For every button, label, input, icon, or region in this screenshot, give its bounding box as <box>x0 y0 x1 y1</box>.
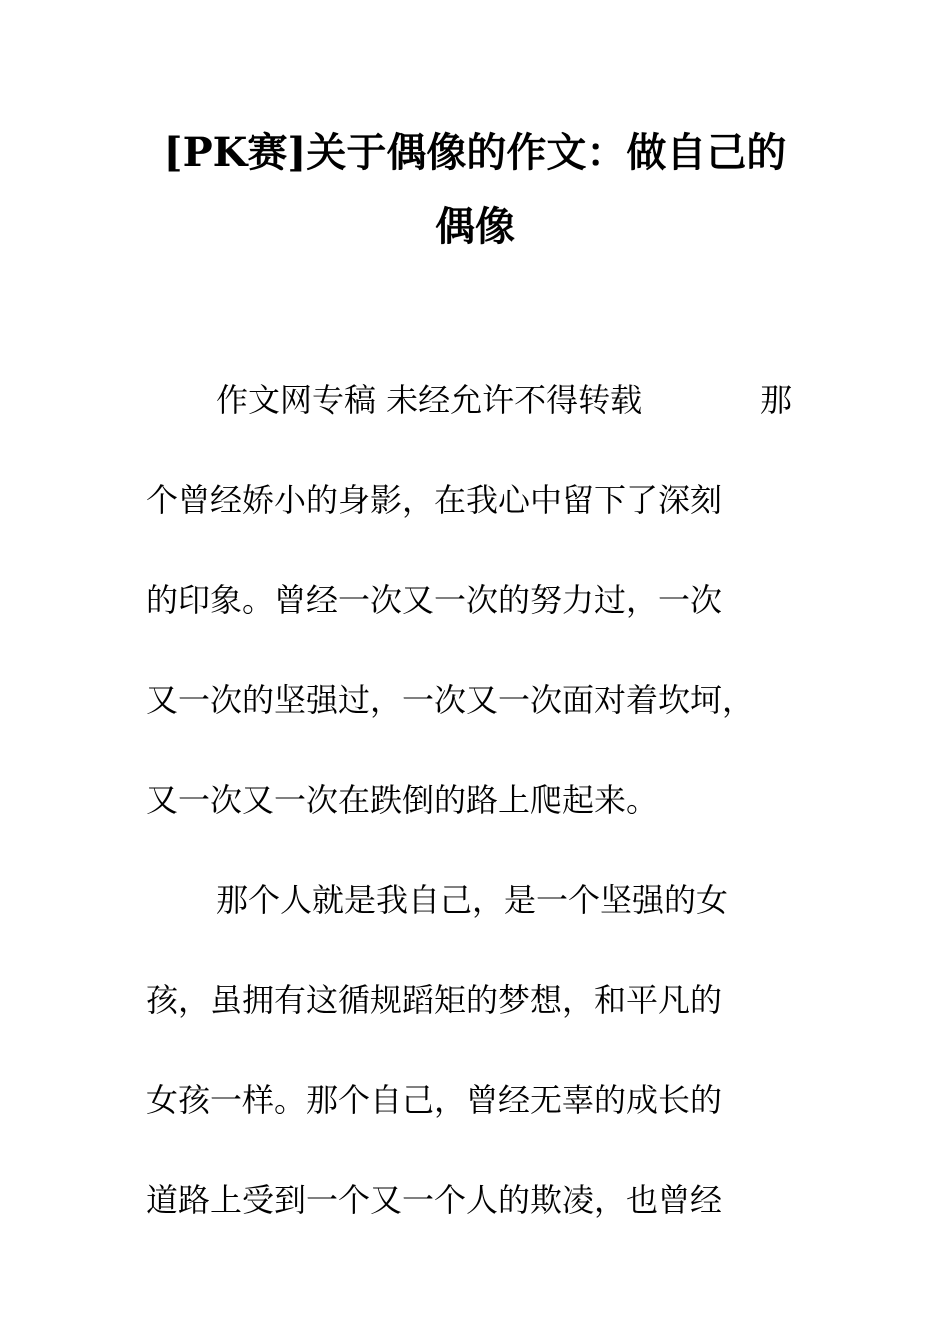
paragraph-2-line-2: 女孩一样。那个自己，曾经无辜的成长的 <box>146 1081 723 1119</box>
paragraph-1-line-1: 个曾经娇小的身影，在我心中留下了深刻 <box>146 481 723 519</box>
paragraph-1-line-3: 又一次的坚强过，一次又一次面对着坎坷， <box>146 681 755 719</box>
paragraph-2-lead: 那个人就是我自己，是一个坚强的女 <box>216 881 729 919</box>
paragraph-2-line-1: 孩，虽拥有这循规蹈矩的梦想，和平凡的 <box>146 981 723 1019</box>
document-title-line-2: 偶像 <box>435 203 515 250</box>
paragraph-1-lead: 作文网专稿 未经允许不得转载 <box>216 381 643 419</box>
document-title-line-1: [PK赛]关于偶像的作文：做自己的 <box>163 129 787 176</box>
paragraph-1-line-2: 的印象。曾经一次又一次的努力过，一次 <box>146 581 723 619</box>
paragraph-1-line-4: 又一次又一次在跌倒的路上爬起来。 <box>146 781 659 819</box>
paragraph-2-line-3: 道路上受到一个又一个人的欺凌，也曾经 <box>146 1181 723 1219</box>
paragraph-1-lead-tail: 那 <box>760 381 793 419</box>
